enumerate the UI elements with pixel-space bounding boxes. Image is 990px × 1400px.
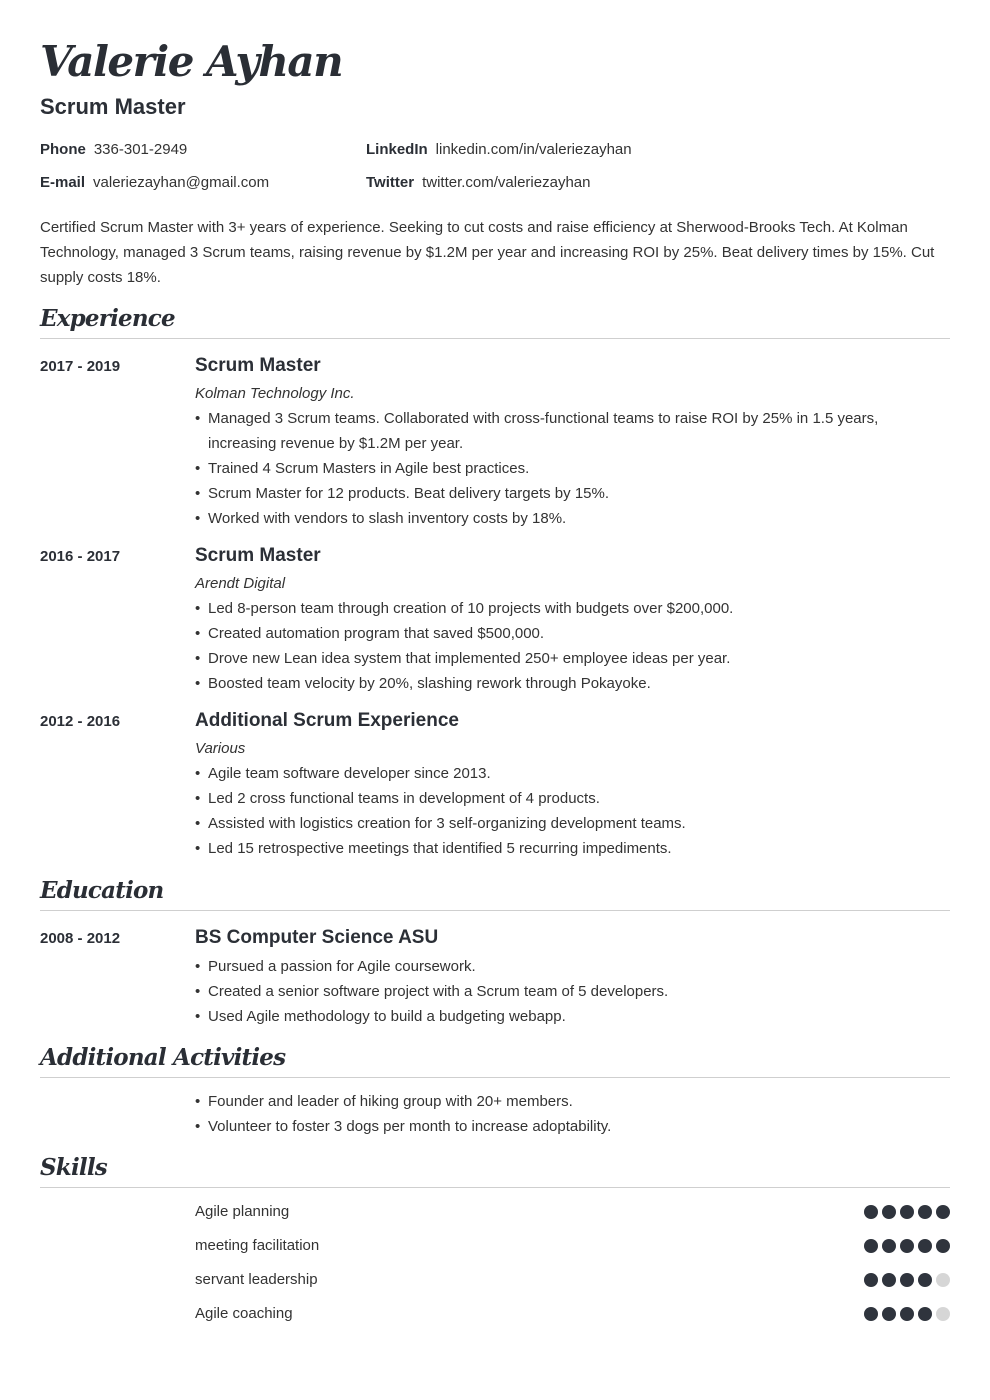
contact-email <box>40 174 269 192</box>
phone-value: 336-301-2949 <box>93 141 188 158</box>
job-bullets <box>195 406 950 531</box>
rating-dot-filled <box>918 1239 932 1253</box>
job-dates: 2017 - 2019 <box>40 358 121 375</box>
skill-row <box>195 1304 950 1324</box>
email-label: E-mail <box>40 174 86 191</box>
skill-name: Agile planning <box>195 1203 290 1220</box>
bullet-item: • Pursued a passion for Agile coursework. <box>195 954 950 979</box>
rating-dot-filled <box>918 1307 932 1321</box>
linkedin-value: linkedin.com/in/valeriezayhan <box>435 141 632 158</box>
skill-rating <box>864 1273 950 1287</box>
email-value: valeriezayhan@gmail.com <box>93 174 270 191</box>
bullet-item: • Led 15 retrospective meetings that identified 5 recurring impediments. <box>195 836 950 861</box>
job-title: Scrum Master <box>195 355 321 376</box>
bullet-item: • Used Agile methodology to build a budgeting webapp. <box>195 1004 950 1029</box>
contact-phone <box>40 141 187 159</box>
job-bullets <box>195 596 950 696</box>
activities-bullets <box>195 1089 950 1139</box>
job-dates: 2016 - 2017 <box>40 548 121 565</box>
twitter-value: twitter.com/valeriezayhan <box>422 174 591 191</box>
rating-dot-empty <box>936 1273 950 1287</box>
bullet-item: • Drove new Lean idea system that implemented 250+ employee ideas per year. <box>195 646 950 671</box>
skill-row <box>195 1270 950 1290</box>
education-heading: Education <box>40 876 950 911</box>
rating-dot-filled <box>900 1307 914 1321</box>
skill-rating <box>864 1239 950 1253</box>
education-bullets <box>195 954 950 1029</box>
candidate-name: Valerie Ayhan <box>40 37 343 86</box>
experience-heading: Experience <box>40 304 950 339</box>
skill-rating <box>864 1205 950 1219</box>
rating-dot-filled <box>900 1205 914 1219</box>
bullet-item: • Scrum Master for 12 products. Beat delivery targets by 15%. <box>195 481 950 506</box>
rating-dot-filled <box>864 1239 878 1253</box>
bullet-item: • Created automation program that saved $500,000. <box>195 621 950 646</box>
job-bullets <box>195 761 950 861</box>
skill-name: Agile coaching <box>195 1305 293 1322</box>
job-dates: 2012 - 2016 <box>40 713 121 730</box>
job-company: Various <box>195 740 246 757</box>
degree-title: BS Computer Science ASU <box>195 927 439 948</box>
rating-dot-filled <box>936 1239 950 1253</box>
bullet-item: • Trained 4 Scrum Masters in Agile best practices. <box>195 456 950 481</box>
bullet-item: • Agile team software developer since 2013. <box>195 761 950 786</box>
rating-dot-filled <box>900 1273 914 1287</box>
rating-dot-filled <box>918 1205 932 1219</box>
bullet-item: • Volunteer to foster 3 dogs per month to increase adoptability. <box>195 1114 950 1139</box>
activities-heading: Additional Activities <box>40 1043 950 1078</box>
job-company: Arendt Digital <box>195 575 286 592</box>
rating-dot-filled <box>882 1239 896 1253</box>
summary-text: Certified Scrum Master with 3+ years of experience. Seeking to cut costs and raise efficiency at Sherwood-Brooks Tech. At Kolman Technology, managed 3 Scrum teams, raising revenue by $1.2M per year and increasing ROI by 25%. Beat delivery times by 15%. Cut supply costs 18%. <box>40 219 935 286</box>
rating-dot-filled <box>900 1239 914 1253</box>
job-title: Additional Scrum Experience <box>195 710 459 731</box>
rating-dot-filled <box>864 1273 878 1287</box>
candidate-title: Scrum Master <box>40 94 186 119</box>
contact-twitter <box>366 174 590 192</box>
rating-dot-filled <box>936 1205 950 1219</box>
phone-label: Phone <box>40 141 86 158</box>
bullet-item: • Worked with vendors to slash inventory costs by 18%. <box>195 506 950 531</box>
bullet-item: • Assisted with logistics creation for 3 self-organizing development teams. <box>195 811 950 836</box>
rating-dot-empty <box>936 1307 950 1321</box>
twitter-label: Twitter <box>366 174 415 191</box>
skills-heading: Skills <box>40 1153 950 1188</box>
rating-dot-filled <box>864 1307 878 1321</box>
skill-row <box>195 1202 950 1222</box>
contact-linkedin <box>366 141 632 159</box>
education-dates: 2008 - 2012 <box>40 930 121 947</box>
bullet-item: • Created a senior software project with a Scrum team of 5 developers. <box>195 979 950 1004</box>
rating-dot-filled <box>882 1307 896 1321</box>
bullet-item: • Boosted team velocity by 20%, slashing rework through Pokayoke. <box>195 671 950 696</box>
skill-row <box>195 1236 950 1256</box>
skill-name: meeting facilitation <box>195 1237 320 1254</box>
bullet-item: • Led 2 cross functional teams in development of 4 products. <box>195 786 950 811</box>
rating-dot-filled <box>882 1205 896 1219</box>
skill-name: servant leadership <box>195 1271 318 1288</box>
job-title: Scrum Master <box>195 545 321 566</box>
skill-rating <box>864 1307 950 1321</box>
bullet-item: • Founder and leader of hiking group with 20+ members. <box>195 1089 950 1114</box>
rating-dot-filled <box>882 1273 896 1287</box>
rating-dot-filled <box>864 1205 878 1219</box>
linkedin-label: LinkedIn <box>366 141 428 158</box>
rating-dot-filled <box>918 1273 932 1287</box>
job-company: Kolman Technology Inc. <box>195 385 355 402</box>
bullet-item: • Managed 3 Scrum teams. Collaborated with cross-functional teams to raise ROI by 25% in 1.5 years, increasing revenue by $1.2M per year. <box>195 406 950 456</box>
bullet-item: • Led 8-person team through creation of 10 projects with budgets over $200,000. <box>195 596 950 621</box>
